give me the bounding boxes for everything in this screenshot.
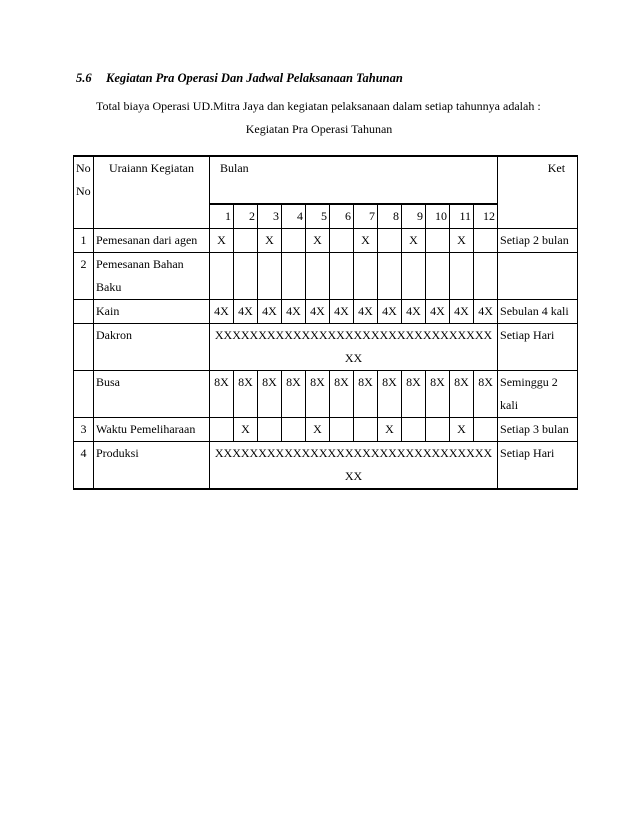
- month-cell: 4X: [282, 300, 306, 324]
- month-cell: [354, 253, 378, 300]
- month-cell: 4X: [306, 300, 330, 324]
- table-row: [74, 371, 578, 418]
- month-cell: 8X: [282, 371, 306, 418]
- month-cell: [306, 253, 330, 300]
- month-cell: X: [402, 229, 426, 253]
- month-cell: 4X: [378, 300, 402, 324]
- header-bulan: [210, 156, 498, 204]
- header-month-2: 2: [234, 204, 258, 229]
- month-cell: [474, 229, 498, 253]
- header-ket-label: Ket: [547, 161, 566, 175]
- row-activity: Pemesanan dari agen: [94, 229, 210, 253]
- table-row: [74, 418, 578, 442]
- month-cell: [378, 253, 402, 300]
- month-cell: X: [306, 229, 330, 253]
- row-number: 4: [74, 442, 94, 490]
- month-cell: [258, 418, 282, 442]
- month-cell: 4X: [354, 300, 378, 324]
- section-title: Kegiatan Pra Operasi Dan Jadwal Pelaksanaan Tahunan: [106, 71, 403, 85]
- month-cell: 8X: [402, 371, 426, 418]
- header-row-top: [74, 156, 578, 204]
- header-month-8: 8: [378, 204, 402, 229]
- row-ket: Setiap Hari: [498, 442, 578, 490]
- month-cell: X: [450, 418, 474, 442]
- month-cell: [450, 253, 474, 300]
- month-cell: 8X: [210, 371, 234, 418]
- header-ket: [498, 156, 578, 229]
- month-cell: X: [378, 418, 402, 442]
- month-cell: 8X: [354, 371, 378, 418]
- month-cell: [282, 253, 306, 300]
- row-span-marks: XXXXXXXXXXXXXXXXXXXXXXXXXXXXXXXXXX: [210, 442, 498, 490]
- row-ket: Setiap 2 bulan: [498, 229, 578, 253]
- header-no: No No: [74, 156, 94, 229]
- month-cell: [282, 229, 306, 253]
- table-row: [74, 229, 578, 253]
- row-activity: Busa: [94, 371, 210, 418]
- header-month-4: 4: [282, 204, 306, 229]
- month-cell: [234, 229, 258, 253]
- month-cell: [378, 229, 402, 253]
- month-cell: 4X: [474, 300, 498, 324]
- row-span-marks: XXXXXXXXXXXXXXXXXXXXXXXXXXXXXXXXXX: [210, 324, 498, 371]
- table-row: [74, 324, 578, 371]
- month-cell: [474, 418, 498, 442]
- row-ket: Setiap 3 bulan: [498, 418, 578, 442]
- table-row: [74, 253, 578, 300]
- header-bulan-label: Bulan: [220, 161, 249, 175]
- row-ket: Setiap Hari: [498, 324, 578, 371]
- month-cell: [330, 229, 354, 253]
- header-uraian: Uraiann Kegiatan: [94, 156, 210, 229]
- month-cell: X: [210, 229, 234, 253]
- month-cell: [426, 253, 450, 300]
- month-cell: 8X: [234, 371, 258, 418]
- month-cell: [282, 418, 306, 442]
- month-cell: [402, 253, 426, 300]
- month-cell: [426, 229, 450, 253]
- month-cell: 4X: [258, 300, 282, 324]
- month-cell: X: [450, 229, 474, 253]
- header-month-5: 5: [306, 204, 330, 229]
- row-number: 2: [74, 253, 94, 300]
- row-number: 3: [74, 418, 94, 442]
- schedule-table: [73, 155, 578, 490]
- header-month-3: 3: [258, 204, 282, 229]
- header-month-7: 7: [354, 204, 378, 229]
- month-cell: [474, 253, 498, 300]
- month-cell: 8X: [306, 371, 330, 418]
- section-heading: [76, 71, 403, 86]
- intro-paragraph: Total biaya Operasi UD.Mitra Jaya dan kegiatan pelaksanaan dalam setiap tahunnya adalah :: [96, 99, 541, 113]
- schedule-body: [74, 229, 578, 490]
- month-cell: 8X: [378, 371, 402, 418]
- month-cell: X: [306, 418, 330, 442]
- row-activity: Produksi: [94, 442, 210, 490]
- row-activity: Dakron: [94, 324, 210, 371]
- row-ket: [498, 253, 578, 300]
- month-cell: 4X: [426, 300, 450, 324]
- month-cell: X: [354, 229, 378, 253]
- month-cell: 4X: [234, 300, 258, 324]
- table-row: [74, 300, 578, 324]
- table-row: [74, 442, 578, 490]
- header-month-11: 11: [450, 204, 474, 229]
- month-cell: 4X: [210, 300, 234, 324]
- month-cell: [210, 418, 234, 442]
- month-cell: [258, 253, 282, 300]
- row-number: 1: [74, 229, 94, 253]
- month-cell: [234, 253, 258, 300]
- month-cell: 8X: [450, 371, 474, 418]
- month-cell: 4X: [402, 300, 426, 324]
- row-number: [74, 300, 94, 324]
- row-activity: Waktu Pemeliharaan: [94, 418, 210, 442]
- month-cell: [210, 253, 234, 300]
- month-cell: [426, 418, 450, 442]
- row-activity: Kain: [94, 300, 210, 324]
- table-caption: Kegiatan Pra Operasi Tahunan: [245, 122, 393, 136]
- section-number: 5.6: [76, 71, 92, 85]
- header-month-10: 10: [426, 204, 450, 229]
- month-cell: [354, 418, 378, 442]
- month-cell: 4X: [450, 300, 474, 324]
- row-activity: Pemesanan Bahan Baku: [94, 253, 210, 300]
- header-month-12: 12: [474, 204, 498, 229]
- month-cell: [402, 418, 426, 442]
- month-cell: 4X: [330, 300, 354, 324]
- row-number: [74, 371, 94, 418]
- header-month-1: 1: [210, 204, 234, 229]
- month-cell: [330, 418, 354, 442]
- header-month-9: 9: [402, 204, 426, 229]
- row-ket: Seminggu 2 kali: [498, 371, 578, 418]
- month-cell: 8X: [258, 371, 282, 418]
- month-cell: 8X: [474, 371, 498, 418]
- header-month-6: 6: [330, 204, 354, 229]
- month-cell: 8X: [330, 371, 354, 418]
- month-cell: 8X: [426, 371, 450, 418]
- row-ket: Sebulan 4 kali: [498, 300, 578, 324]
- month-cell: X: [258, 229, 282, 253]
- row-number: [74, 324, 94, 371]
- month-cell: [330, 253, 354, 300]
- month-cell: X: [234, 418, 258, 442]
